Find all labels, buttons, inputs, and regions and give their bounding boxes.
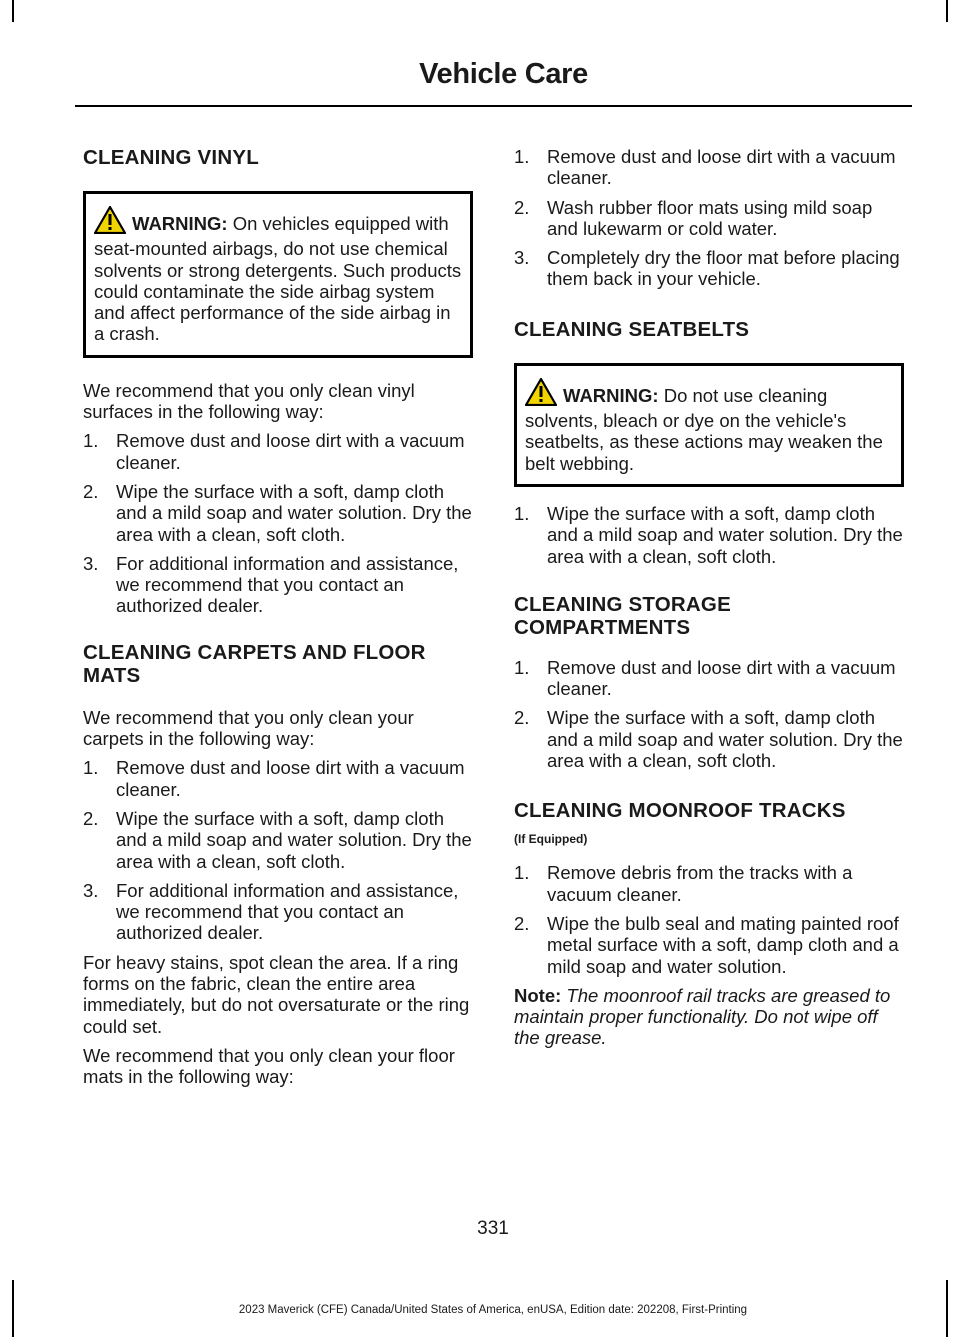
carpets-intro: We recommend that you only clean your carpets in the following way: xyxy=(83,706,414,750)
list-item xyxy=(83,553,473,617)
warning-text: On vehicles equipped with seat-mounted airbags, do not use chemical solvents or strong detergents. Such products could contaminate the side airbag system and affect performance of the side airbag in a crash. xyxy=(94,213,462,345)
step-number: 2. xyxy=(83,807,99,829)
list-item xyxy=(83,880,473,944)
warning-text: Do not use cleaning solvents, bleach or dye on the vehicle's seatbelts, as these actions may weaken the belt webbing. xyxy=(525,384,883,474)
warning-triangle-icon xyxy=(94,206,126,238)
step-text: Wipe the surface with a soft, damp cloth and a mild soap and water solution. Dry the area with a clean, soft cloth. xyxy=(116,807,472,872)
edition-footer: 2023 Maverick (CFE) Canada/United States of America, enUSA, Edition date: 202208, First-Printing xyxy=(238,1304,748,1316)
right-column xyxy=(514,146,904,1049)
heading-cleaning-vinyl: CLEANING VINYL xyxy=(83,146,259,169)
moonroof-steps xyxy=(514,862,904,976)
crop-mark-top-right xyxy=(946,0,948,22)
step-number: 2. xyxy=(514,707,530,729)
step-text: Wipe the surface with a soft, damp cloth and a mild soap and water solution. Dry the area with a clean, soft cloth. xyxy=(116,480,472,545)
heading-cleaning-seatbelts: CLEANING SEATBELTS xyxy=(514,317,750,341)
list-item xyxy=(83,757,473,800)
step-number: 2. xyxy=(514,196,530,218)
note-label: Note: xyxy=(514,984,562,1006)
step-text: Remove dust and loose dirt with a vacuum cleaner. xyxy=(547,656,896,700)
step-text: Remove debris from the tracks with a vacuum cleaner. xyxy=(547,862,853,905)
step-number: 1. xyxy=(83,757,99,779)
warning-label: WARNING: xyxy=(132,213,228,234)
list-item xyxy=(514,247,904,290)
if-equipped-label: (If Equipped) xyxy=(514,832,588,847)
warning-label: WARNING: xyxy=(563,384,659,406)
list-item xyxy=(83,430,473,473)
seatbelts-warning-box xyxy=(514,363,904,487)
step-text: Wipe the surface with a soft, damp cloth and a mild soap and water solution. Dry the area with a clean, soft cloth. xyxy=(547,502,903,567)
header-rule xyxy=(75,105,912,107)
list-item xyxy=(514,913,904,977)
floor-mat-steps xyxy=(514,146,904,290)
step-number: 3. xyxy=(83,552,99,574)
page-header-title: Vehicle Care xyxy=(419,58,588,90)
stains-paragraph: For heavy stains, spot clean the area. If a ring forms on the fabric, clean the entire area immediately, but do not oversaturate or the ring could set. xyxy=(83,951,470,1037)
step-text: Completely dry the floor mat before placing them back in your vehicle. xyxy=(547,247,900,290)
step-number: 1. xyxy=(83,430,99,452)
step-text: Remove dust and loose dirt with a vacuum cleaner. xyxy=(116,430,465,473)
vinyl-steps xyxy=(83,430,473,616)
note-text: The moonroof rail tracks are greased to maintain proper functionality. Do not wipe off the grease. xyxy=(514,984,891,1049)
step-number: 1. xyxy=(514,146,530,167)
step-number: 3. xyxy=(83,879,99,901)
step-text: Wipe the bulb seal and mating painted roof metal surface with a soft, damp cloth and a mild soap and water solution. xyxy=(547,912,899,977)
step-number: 3. xyxy=(514,247,530,269)
list-item xyxy=(514,657,904,700)
list-item xyxy=(514,707,904,771)
carpets-steps xyxy=(83,757,473,943)
heading-cleaning-storage: CLEANING STORAGE COMPARTMENTS xyxy=(514,592,731,639)
step-text: For additional information and assistance, we recommend that you contact an authorized dealer. xyxy=(116,552,459,617)
vinyl-warning-box xyxy=(83,191,473,358)
warning-triangle-icon xyxy=(525,378,557,410)
moonroof-note xyxy=(514,985,904,1049)
step-text: Remove dust and loose dirt with a vacuum cleaner. xyxy=(116,757,465,800)
step-number: 1. xyxy=(514,862,530,884)
list-item xyxy=(83,808,473,872)
step-text: Wipe the surface with a soft, damp cloth and a mild soap and water solution. Dry the area with a clean, soft cloth. xyxy=(547,707,903,772)
list-item xyxy=(514,146,904,189)
seatbelts-steps xyxy=(514,503,904,567)
step-number: 1. xyxy=(514,656,530,678)
step-text: Wash rubber floor mats using mild soap and lukewarm or cold water. xyxy=(547,196,873,239)
floor-mats-intro: We recommend that you only clean your floor mats in the following way: xyxy=(83,1044,455,1088)
heading-cleaning-moonroof: CLEANING MOONROOF TRACKS xyxy=(514,799,846,823)
list-item xyxy=(514,197,904,240)
step-text: For additional information and assistance, we recommend that you contact an authorized dealer. xyxy=(116,879,459,944)
list-item xyxy=(514,862,904,905)
step-number: 1. xyxy=(514,502,530,524)
crop-mark-top-left xyxy=(12,0,14,22)
step-number: 2. xyxy=(514,912,530,934)
heading-cleaning-carpets: CLEANING CARPETS AND FLOOR MATS xyxy=(83,640,426,687)
list-item xyxy=(83,481,473,545)
left-column xyxy=(83,146,473,1088)
page-number: 331 xyxy=(477,1218,509,1239)
list-item xyxy=(514,503,904,567)
storage-steps xyxy=(514,657,904,771)
step-text: Remove dust and loose dirt with a vacuum cleaner. xyxy=(547,146,896,189)
step-number: 2. xyxy=(83,480,99,502)
vinyl-intro: We recommend that you only clean vinyl surfaces in the following way: xyxy=(83,379,415,423)
